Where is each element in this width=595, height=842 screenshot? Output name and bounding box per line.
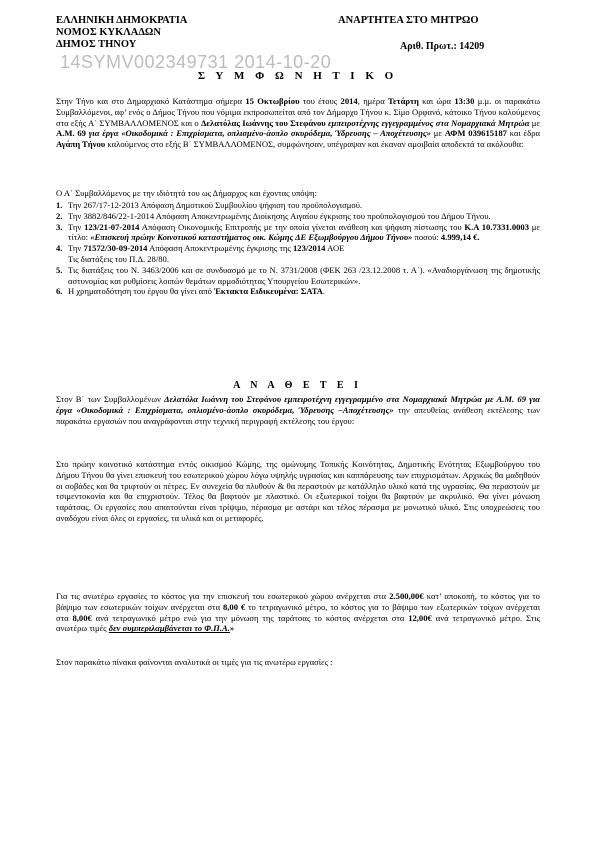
closing-line: Στον παρακάτω πίνακα φαίνονται αναλυτικά οι τιμές για τις ανωτέρω εργασίες : [56, 657, 333, 667]
protocol-label: Αριθ. Πρωτ.: [400, 41, 457, 52]
considerations-lead: Ο Α΄ Συμβαλλόμενος με την ιδιότητά του ως Δήμαρχος και έχοντας υπόψη: [56, 188, 317, 198]
works-description: Στο πρώην κοινοτικό κατάστημα εντός οικισμού Κώμης, της ομώνυμης Τοπικής Κοινότητας, Δημοτικής Ενότητας Εξωμβούργου του Δήμου Τήνου θα γίνει επισκευή του εσωτερικού χώρου λόγω υψηλής υγρασίας και καππάρευσης των επιχρισμάτων. Αρχικώς θα μαδηθούν οι σοβάδες και θα τριφτούν οι πέτρες. Εν συνεχεία θα πλυθούν & θα περαστούν με κατάλληλο υλικό κατά της υγρασίας. Θα περαστούν με τσιμεντοκονία και θα επιχριστούν. Τέλος θα βαφτούν με πλαστικό. Οι εξωτερικοί τοίχοι θα βαφτούν με ακρυλικό. Θα γίνει μόνωση ταράτσας. Οι εργασίες που απαιτούνται είναι τρίψιμο, πέρασμα με αστάρι και τέλος πέρασμα με μονωτικό υλικό. Στις υποχρεώσεις του αναδόχου είναι όλες οι εργασίες, τα υλικά και οι μεταφορές. [56, 459, 540, 523]
list-item: 3. Την 123/21-07-2014 Απόφαση Οικονομικής Επιτροπής με την οποία γίνεται ανάθεση και ψήφιση πίστωσης του Κ.Α 10.7331.0003 με τίτλο: «Επισκευή πρώην Κοινοτικού καταστήματος οικ. Κώμης ΔΕ Εξωμβούργου Δήμου Τήνου» ποσού: 4.999,14 €. [56, 221, 540, 243]
issuer-country: ΕΛΛΗΝΙΚΗ ΔΗΜΟΚΡΑΤΙΑ [56, 15, 188, 26]
list-item: 5. Τις διατάξεις του Ν. 3463/2006 και σε συνδυασμό με το Ν. 3731/2008 (ΦΕΚ 263 /23.12.2008 τ. Α΄). «Αναδιοργάνωση της δημοτικής αστυνομίας και ρυθμίσεις λοιπών θεμάτων αρμοδιότητας Υπουργείου Εσωτερικών». [56, 264, 540, 286]
document-title: Σ Υ Μ Φ Ω Ν Η Τ Ι Κ Ο [197, 70, 398, 82]
list-item: 2. Την 3882/846/22-1-2014 Απόφαση Αποκεντρωμένης Διοίκησης Αιγαίου έγκρισης του προϋπολογισμού του Δήμου Τήνου. [56, 210, 491, 221]
list-item: 4. Την 71572/30-09-2014 Απόφαση Αποκεντρωμένης έγκρισης της 123/2014 ΑΟΕ Τις διατάξεις του Π.Δ. 28/80. [56, 243, 345, 264]
costs-paragraph: Για τις ανωτέρω εργασίες το κόστος για την επισκευή του εσωτερικού χώρου ανέρχεται στα 2.500,00€ κατ’ αποκοπή, το κόστος για το βάψιμο των εσωτερικών τοίχων ανέρχεται στα 8,00 € το τετραγωνικό μέτρο, το κόστος για το βάψιμο των εξωτερικών τοίχων ανέρχεται στα 8,00€ ανά τετραγωνικό μέτρο ενώ για την μόνωση της ταράτσας το κόστος ανέρχεται στα 12,00€ ανά τετραγωνικό μέτρο. Στις ανωτέρω τιμές δεν συμπεριλαμβάνεται το Φ.Π.Α.» [56, 591, 541, 634]
list-item: 6. Η χρηματοδότηση του έργου θα γίνει από Έκτακτα Ειδικευμένα: ΣΑΤΑ. [56, 286, 325, 297]
ada-watermark: 14SYMV002349731 2014-10-20 [60, 52, 332, 72]
issuer-header [56, 15, 187, 51]
intro-paragraph: Στην Τήνο και στο Δημαρχιακό Κατάστημα σήμερα 15 Οκτωβρίου του έτους 2014, ημέρα Τετάρτη και ώρα 13:30 μ.μ. οι παρακάτω Συμβαλλόμενοι, αφ’ ενός ο Δήμος Τήνου που νόμιμα εκπροσωπείται από τον Δήμαρχο Τήνου κ. Σίμο Ορφανό, κάτοικο Τήνου καλούμενος στα εξής Α΄ ΣΥΜΒΑΛΛΟΜΕΝΟΣ και ο Δελατόλας Ιωάννης του Στεφάνου εμπειροτέχνης εγγεγραμμένος στα Νομαρχιακά Μητρώα με Α.Μ. 69 για έργα «Οικοδομικά : Επιχρίσματα, οπλισμένο-άοπλο σκυρόδεμα, Ύδρευσης – Αποχέτευσης» με ΑΦΜ 039615187 και έδρα Αγάπη Τήνου καλούμενος στο εξής Β΄ ΣΥΜΒΑΛΛΟΜΕΝΟΣ, συμφώνησαν, υπέγραψαν και έκαναν αμοιβαία αποδεκτά τα ακόλουθα: [56, 96, 540, 150]
protocol-value: 14209 [459, 41, 485, 52]
assignment-paragraph: Στον Β΄ των Συμβαλλομένων Δελατόλα Ιωάννη του Στεφάνου εμπειροτέχνη εγγεγραμμένο στα Νομαρχιακά Μητρώα με Α.Μ. 69 για έργα «Οικοδομικά : Επιχρίσματα, οπλισμένο-άοπλο σκυρόδεμα, Ύδρευσης –Αποχέτευσης» την απευθείας ανάθεση εκτέλεσης των παρακάτω εργασιών που αναγράφονται στην τεχνική περιγραφή εκτέλεσης του έργου: [56, 394, 540, 426]
protocol-number [400, 41, 484, 52]
considerations-list [56, 200, 540, 297]
list-item: 1. Την 267/17-12-2013 Απόφαση Δημοτικού Συμβουλίου ψήφιση του προϋπολογισμού. [56, 200, 363, 210]
section-title-assigns: Α Ν Α Θ Ε Τ Ε Ι [233, 380, 362, 391]
issuer-municipality: ΔΗΜΟΣ ΤΗΝΟΥ [56, 39, 137, 50]
registry-notice: ΑΝΑΡΤΗΤΕΑ ΣΤΟ ΜΗΤΡΩΟ [338, 15, 479, 26]
issuer-prefecture: ΝΟΜΟΣ ΚΥΚΛΑΔΩΝ [56, 27, 161, 38]
